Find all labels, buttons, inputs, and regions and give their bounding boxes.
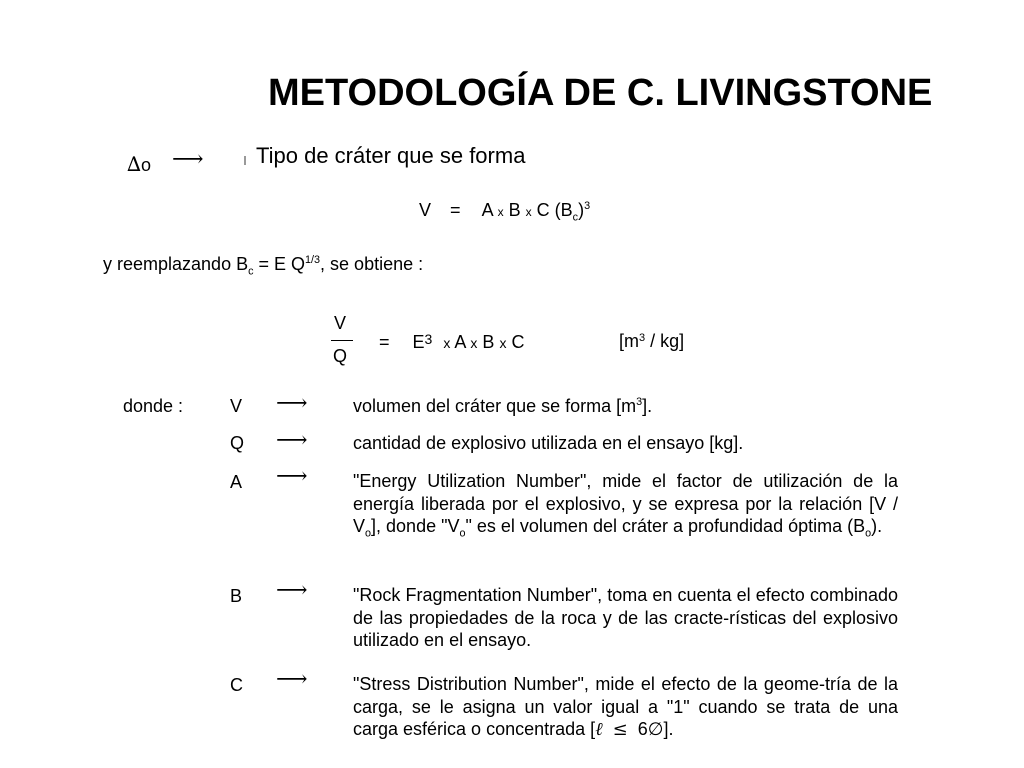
def-symbol-v: V — [230, 396, 243, 416]
def-c-post: ]. — [663, 719, 674, 739]
eq2-times-1: x — [443, 335, 451, 351]
eq1-lhs: V — [419, 200, 432, 220]
def-symbol-c: C — [230, 675, 243, 695]
def-v-pre: volumen del cráter que se forma [m — [353, 396, 637, 416]
eq1-close: ) — [578, 200, 585, 220]
diameter-icon: ∅ — [647, 719, 664, 740]
eq1-exp: 3 — [584, 200, 591, 212]
replace-sub: c — [248, 265, 254, 278]
units-post: / kg] — [645, 331, 685, 351]
eq1-times-1: x — [497, 205, 504, 219]
arrow-icon: ⟶ — [172, 147, 204, 172]
def-a-1: "Energy Utilization Number", mide el factor de utilización de la energía liberada por el explosivo, y se expresa por la relación [V / V — [353, 471, 898, 536]
def-text-a — [353, 470, 898, 545]
eq1-c-text: C (B — [536, 200, 573, 220]
arrow-icon: ⟶ — [276, 428, 308, 453]
eq1-times-2: x — [525, 205, 532, 219]
def-a-3: " es el volumen del cráter a profundidad óptima (B — [465, 516, 866, 536]
crater-type-label: Tipo de cráter que se forma — [256, 143, 526, 168]
fraction-numerator: V — [334, 313, 347, 333]
def-a-2: ], donde "V — [371, 516, 460, 536]
replace-mid: = E Q — [253, 254, 306, 274]
def-text-c — [353, 673, 898, 742]
units-exp: 3 — [639, 332, 646, 344]
delta-subscript: o — [140, 155, 151, 175]
eq2-e-exp: 3 — [424, 331, 433, 347]
eq1-c — [536, 200, 591, 224]
def-text-b: "Rock Fragmentation Number", toma en cuenta el efecto combinado de las propiedades de la roca y de las cracte-rísticas del explosivo utilizado en el ensayo. — [353, 585, 898, 650]
replacement-line — [103, 254, 423, 278]
units-pre: [m — [619, 331, 639, 351]
def-a-sub-2: o — [459, 527, 466, 540]
def-c-pre: "Stress Distribution Number", mide el efecto de la geome-tría de la carga, se le asigna un valor igual a "1" cuando se trata de una carga esférica o concentrada [ — [353, 674, 898, 739]
def-v-post: ]. — [642, 396, 653, 416]
fraction-denominator: Q — [333, 346, 348, 366]
delta-symbol — [127, 152, 151, 177]
eq2-times-3: x — [499, 335, 507, 351]
donde-label: donde : — [123, 396, 184, 416]
replace-suffix: , se obtiene : — [320, 254, 424, 274]
eq2-e-letter: E — [412, 332, 425, 352]
def-a-4: ). — [871, 516, 883, 536]
eq1-c-sub: c — [572, 211, 579, 224]
def-symbol-b: B — [230, 586, 243, 606]
arrow-icon: ⟶ — [276, 391, 308, 416]
eq2-b: B — [482, 332, 495, 352]
eq2-equals: = — [379, 332, 390, 352]
eq1-a: A — [481, 200, 493, 220]
page-title: METODOLOGÍA DE C. LIVINGSTONE — [268, 72, 933, 114]
equation-volume — [419, 200, 590, 224]
def-text-q: cantidad de explosivo utilizada en el ensayo [kg]. — [353, 433, 744, 453]
def-a-sub-1: o — [365, 527, 372, 540]
eq2-times-2: x — [470, 335, 478, 351]
leq-symbol: ≤ — [612, 719, 628, 740]
eq1-equals: = — [450, 200, 461, 220]
fraction-bar — [331, 340, 353, 341]
def-a-sub-3: o — [865, 527, 872, 540]
def-symbol-q: Q — [230, 433, 245, 453]
units-label — [619, 331, 684, 352]
ell-symbol: ℓ — [595, 719, 603, 740]
replace-prefix: y reemplazando B — [103, 254, 249, 274]
arrow-icon: ⟶ — [276, 464, 308, 489]
delta-glyph: ∆ — [127, 152, 141, 176]
eq1-b: B — [508, 200, 521, 220]
eq2-a: A — [454, 332, 466, 352]
arrow-icon: ⟶ — [276, 578, 308, 603]
six-value: 6 — [637, 719, 648, 739]
divider-tick — [244, 156, 246, 165]
arrow-icon: ⟶ — [276, 667, 308, 692]
eq2-e — [413, 332, 433, 352]
def-v-sup: 3 — [636, 396, 643, 408]
eq2-c: C — [511, 332, 525, 352]
replace-sup: 1/3 — [305, 254, 321, 266]
def-text-v — [353, 396, 652, 417]
def-symbol-a: A — [230, 472, 243, 492]
equation-ratio — [379, 331, 524, 353]
